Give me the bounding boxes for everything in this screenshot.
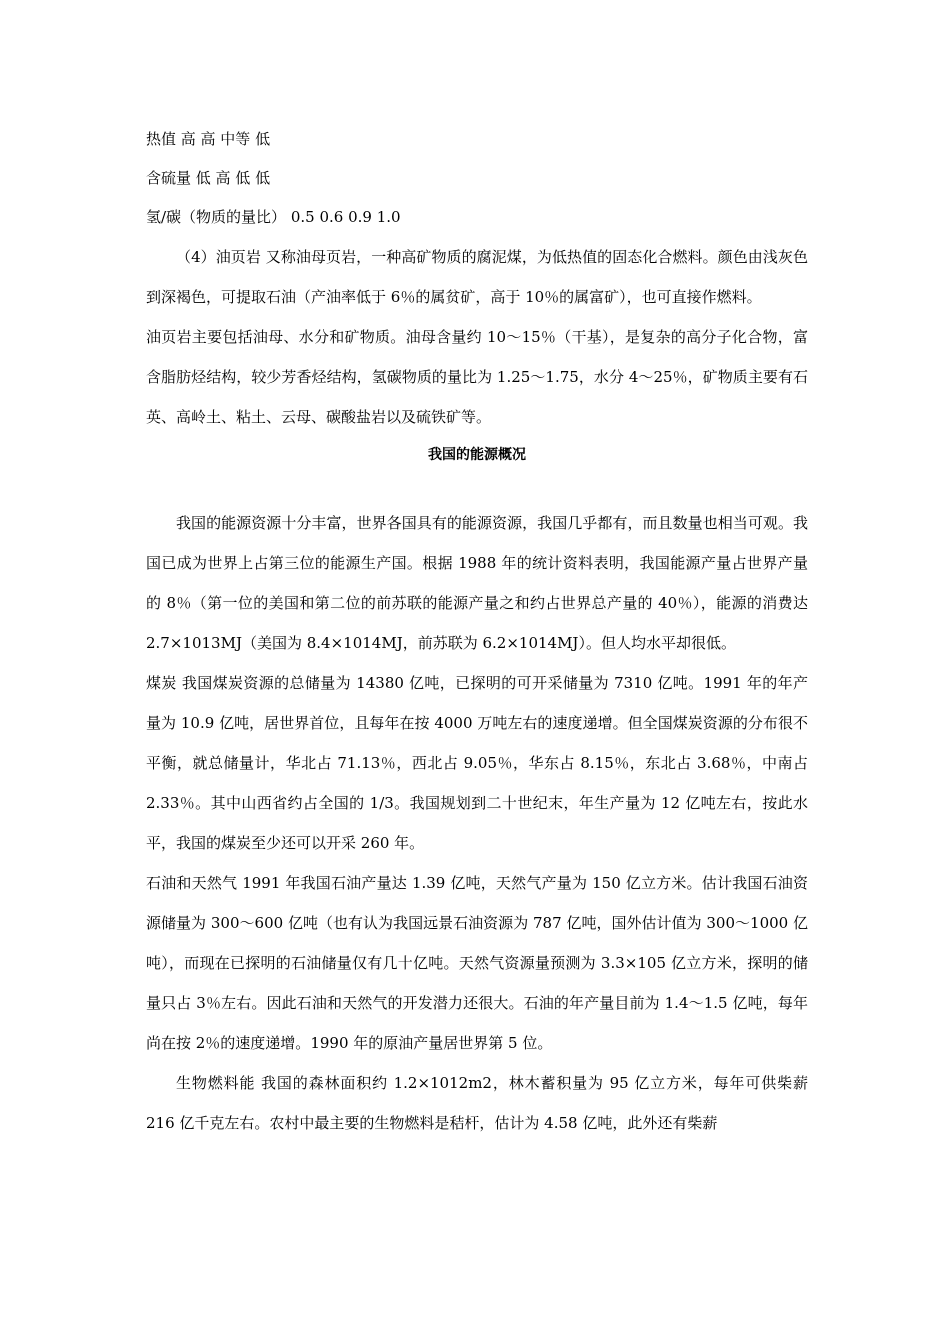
table-row-heat-value: 热值 高 高 中等 低 (146, 130, 271, 148)
paragraph-biofuel: 生物燃料能 我国的森林面积约 1.2×1012m2，林木蓄积量为 95 亿立方米，每年可供柴薪 216 亿千克左右。农村中最主要的生物燃料是秸杆，估计为 4.58 亿吨，此外还有柴薪 (146, 1074, 808, 1132)
table-row-sulfur-content: 含硫量 低 高 低 低 (146, 169, 271, 187)
document-page (146, 120, 808, 1143)
section-title: 我国的能源概况 (428, 447, 526, 463)
paragraph-oil-gas: 石油和天然气 1991 年我国石油产量达 1.39 亿吨，天然气产量为 150 亿立方米。估计我国石油资源储量为 300～600 亿吨（也有认为我国远景石油资源为 787 亿吨，国外估计值为 300～1000 亿吨），而现在已探明的石油储量仅有几十亿吨。天然气资源量预测为 3.3×105 亿立方米，探明的储量只占 3％左右。因此石油和天然气的开发潜力还很大。石油的年产量目前为 1.4～1.5 亿吨，每年尚在按 2％的速度递增。1990 年的原油产量居世界第 5 位。 (146, 874, 808, 1052)
paragraph-oil-shale-composition: 油页岩主要包括油母、水分和矿物质。油母含量约 10～15％（干基），是复杂的高分子化合物，富含脂肪烃结构，较少芳香烃结构，氢碳物质的量比为 1.25～1.75，水分 4～25％，矿物质主要有石英、高岭土、粘土、云母、碳酸盐岩以及硫铁矿等。 (146, 328, 808, 426)
paragraph-coal: 煤炭 我国煤炭资源的总储量为 14380 亿吨，已探明的可开采储量为 7310 亿吨。1991 年的年产量为 10.9 亿吨，居世界首位，且每年在按 4000 万吨左右的速度递增。但全国煤炭资源的分布很不平衡，就总储量计，华北占 71.13％，西北占 9.05％，华东占 8.15％，东北占 3.68％，中南占 2.33％。其中山西省约占全国的 1/3。我国规划到二十世纪末，年生产量为 12 亿吨左右，按此水平，我国的煤炭至少还可以开采 260 年。 (146, 674, 808, 852)
paragraph-energy-overview: 我国的能源资源十分丰富，世界各国具有的能源资源，我国几乎都有，而且数量也相当可观。我国已成为世界上占第三位的能源生产国。根据 1988 年的统计资料表明，我国能源产量占世界产量的 8％（第一位的美国和第二位的前苏联的能源产量之和约占世界总产量的 40％），能源的消费达 2.7×1013MJ（美国为 8.4×1014MJ，前苏联为 6.2×1014MJ）。但人均水平却很低。 (146, 514, 808, 652)
paragraph-oil-shale: （4）油页岩 又称油母页岩，一种高矿物质的腐泥煤，为低热值的固态化合燃料。颜色由浅灰色到深褐色，可提取石油（产油率低于 6％的属贫矿，高于 10％的属富矿），也可直接作燃料。 (146, 248, 808, 306)
table-row-hydrogen-carbon-ratio: 氢/碳（物质的量比） 0.5 0.6 0.9 1.0 (146, 208, 401, 226)
